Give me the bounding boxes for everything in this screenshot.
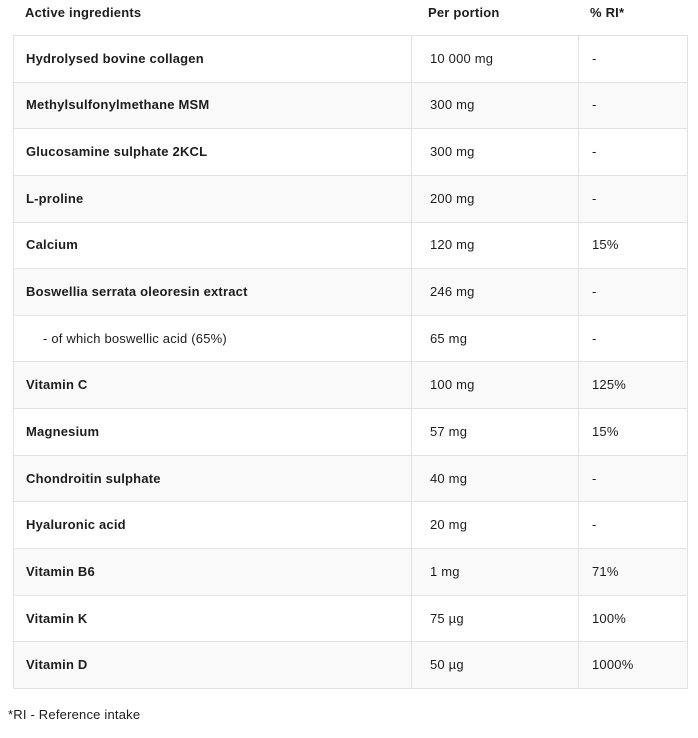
per-portion-cell: 120 mg — [411, 223, 578, 269]
ingredient-name-cell: Calcium — [26, 237, 78, 253]
percent-ri-cell: - — [578, 456, 689, 502]
column-header-percent-ri: % RI* — [590, 5, 625, 20]
table-row — [14, 361, 687, 408]
per-portion-cell: 57 mg — [411, 409, 578, 455]
percent-ri-cell: - — [578, 502, 689, 548]
ingredient-name-cell: L-proline — [26, 190, 84, 206]
per-portion-cell: 75 µg — [411, 596, 578, 642]
per-portion-cell: 100 mg — [411, 362, 578, 408]
ingredient-name-cell: Vitamin B6 — [26, 563, 95, 579]
per-portion-cell: 65 mg — [411, 316, 578, 362]
table-header — [13, 0, 688, 30]
ingredient-name-cell: Hyaluronic acid — [26, 517, 126, 533]
ingredient-name-cell: Hydrolysed bovine collagen — [26, 50, 204, 66]
per-portion-cell: 40 mg — [411, 456, 578, 502]
table-row — [14, 315, 687, 362]
table-row — [14, 128, 687, 175]
per-portion-cell: 300 mg — [411, 83, 578, 129]
percent-ri-cell: 15% — [578, 223, 689, 269]
table-row — [14, 175, 687, 222]
percent-ri-cell: 125% — [578, 362, 689, 408]
table-row — [14, 222, 687, 269]
table-row — [14, 548, 687, 595]
ingredient-name-cell: Vitamin K — [26, 610, 88, 626]
ingredient-name-cell: Boswellia serrata oleoresin extract — [26, 284, 248, 300]
table-row — [14, 36, 687, 82]
ingredient-name-cell: Vitamin C — [26, 377, 88, 393]
active-ingredients-table — [13, 35, 688, 689]
reference-intake-footnote: *RI - Reference intake — [8, 707, 141, 722]
ingredient-name-cell: - of which boswellic acid (65%) — [43, 330, 227, 346]
per-portion-cell: 1 mg — [411, 549, 578, 595]
table-row — [14, 408, 687, 455]
percent-ri-cell: - — [578, 36, 689, 82]
per-portion-cell: 300 mg — [411, 129, 578, 175]
per-portion-cell: 10 000 mg — [411, 36, 578, 82]
percent-ri-cell: 71% — [578, 549, 689, 595]
column-header-active-ingredients: Active ingredients — [25, 5, 142, 20]
column-header-per-portion: Per portion — [428, 5, 500, 20]
ingredient-name-cell: Methylsulfonylmethane MSM — [26, 97, 210, 113]
per-portion-cell: 20 mg — [411, 502, 578, 548]
per-portion-cell: 50 µg — [411, 642, 578, 688]
table-row — [14, 82, 687, 129]
ingredient-name-cell: Magnesium — [26, 423, 100, 439]
ingredient-name-cell: Vitamin D — [26, 657, 88, 673]
ingredient-name-cell: Glucosamine sulphate 2KCL — [26, 144, 208, 160]
percent-ri-cell: - — [578, 83, 689, 129]
percent-ri-cell: - — [578, 269, 689, 315]
table-row — [14, 455, 687, 502]
table-row — [14, 268, 687, 315]
percent-ri-cell: 1000% — [578, 642, 689, 688]
table-row — [14, 595, 687, 642]
ingredient-name-cell: Chondroitin sulphate — [26, 470, 161, 486]
percent-ri-cell: - — [578, 316, 689, 362]
table-row — [14, 641, 687, 688]
percent-ri-cell: 100% — [578, 596, 689, 642]
per-portion-cell: 200 mg — [411, 176, 578, 222]
per-portion-cell: 246 mg — [411, 269, 578, 315]
table-row — [14, 501, 687, 548]
percent-ri-cell: - — [578, 176, 689, 222]
percent-ri-cell: 15% — [578, 409, 689, 455]
percent-ri-cell: - — [578, 129, 689, 175]
